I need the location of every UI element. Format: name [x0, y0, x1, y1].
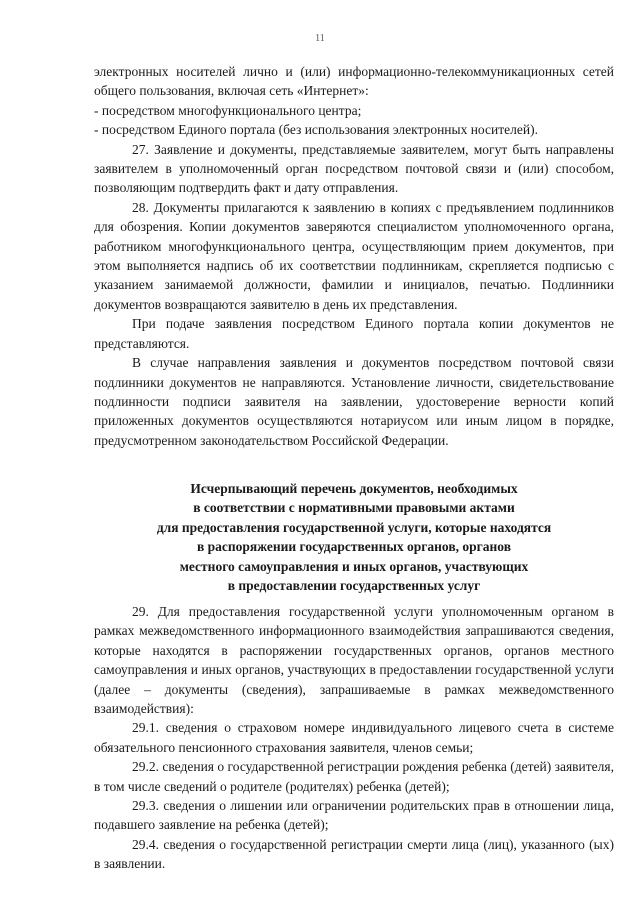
bottom-section [94, 602, 614, 874]
heading-line: местного самоуправления и иных органов, участвующих [179, 558, 529, 574]
paragraph-29-3: 29.3. сведения о лишении или ограничении родительских прав в отношении лица, подавшего заявление на ребенка (детей); [94, 798, 614, 833]
paragraph: В случае направления заявления и документов посредством почтовой связи подлинники документов не направляются. Установление личности, свидетельствование подлинности подписи заявителя на заявлении, удостоверение верности копий приложенных документов осуществляются нотариусом или иным лицом в порядке, предусмотренном законодательством Российской Федерации. [94, 355, 614, 448]
paragraph-29-4: 29.4. сведения о государственной регистрации смерти лица (лиц), указанного (ых) в заявлении. [94, 836, 614, 872]
heading-line: в соответствии с нормативными правовыми актами [193, 500, 515, 516]
list-item: - посредством Единого портала (без использования электронных носителей). [94, 122, 538, 138]
paragraph-28: 28. Документы прилагаются к заявлению в копиях с предъявлением подлинников для обозрения. Копии документов заверяются специалистом уполномоченного органа, работником многофункционального центра, осуществляющим прием документов, при этом выполняется надпись об их соответствии подлинникам, скрепляется подписью с указанием занимаемой должности, фамилии и инициалов, печатью. Подлинники документов возвращаются заявителю в день их представления. [94, 199, 614, 312]
heading-line: в распоряжении государственных органов, органов [196, 539, 512, 555]
paragraph: электронных носителей лично и (или) информационно-телекоммуникационных сетей общего пользования, включая сеть «Интернет»: [94, 64, 614, 99]
top-section [94, 62, 614, 450]
section-heading [94, 479, 614, 595]
heading-line: Исчерпывающий перечень документов, необходимых [190, 481, 518, 496]
page-number: 11 [315, 33, 325, 44]
paragraph-29: 29. Для предоставления государственной услуги уполномоченным органом в рамках межведомственного информационного взаимодействия запрашиваются сведения, которые находятся в распоряжении государственных органов, органов местного самоуправления и иных органов, участвующих в предоставлении государственной услуги (далее – документы (сведения), запрашиваемые в рамках межведомственного взаимодействия): [94, 604, 614, 717]
paragraph-29-2: 29.2. сведения о государственной регистрации рождения ребенка (детей) заявителя, в том числе сведений о родителе (родителях) ребенка (детей); [94, 759, 614, 794]
paragraph: При подаче заявления посредством Единого портала копии документов не представляются. [94, 316, 614, 351]
paragraph-29-1: 29.1. сведения о страховом номере индивидуального лицевого счета в системе обязательного пенсионного страхования заявителя, членов семьи; [94, 720, 614, 755]
paragraph-27: 27. Заявление и документы, представляемые заявителем, могут быть направлены заявителем в уполномоченный орган посредством почтовой связи и (или) способом, позволяющим подтвердить факт и дату отправления. [94, 141, 614, 196]
heading-line: в предоставлении государственных услуг [227, 578, 481, 594]
heading-line: для предоставления государственной услуги, которые находятся [156, 519, 552, 535]
list-item: - посредством многофункционального центра; [94, 102, 362, 118]
